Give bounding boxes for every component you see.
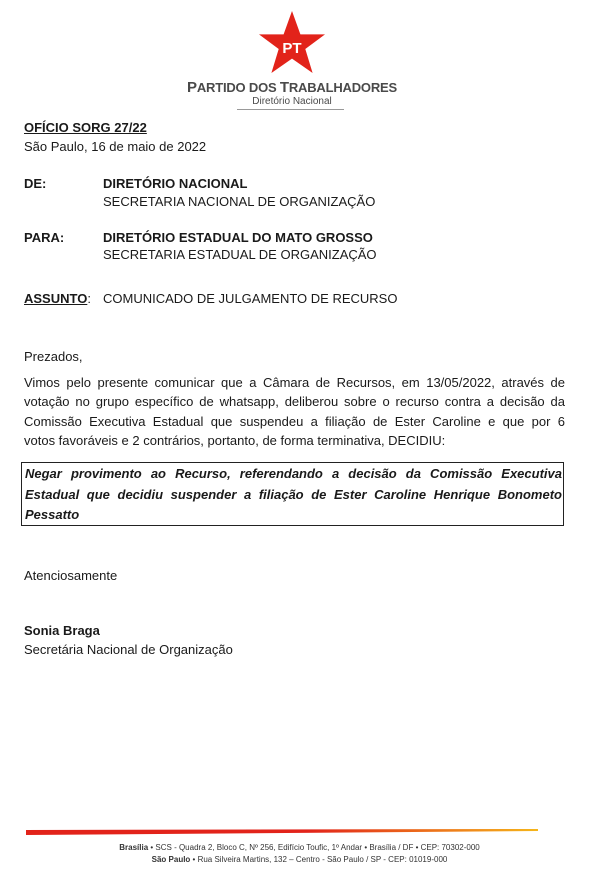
body-paragraph [24,373,565,450]
header-divider [237,109,344,110]
signer-name: Sonia Braga [24,623,100,638]
party-name: PARTIDO DOS TRABALHADORES [187,79,397,96]
from-line-2: SECRETARIA NACIONAL DE ORGANIZAÇÃO [103,194,376,209]
party-subtitle: Diretório Nacional [252,96,332,107]
closing: Atenciosamente [24,568,118,583]
body-line: votação no grupo específico de whatsapp, deliberou sobre o recurso contra a decisão da [24,394,565,410]
date-line: São Paulo, 16 de maio de 2022 [24,139,207,154]
to-line-2: SECRETARIA ESTADUAL DE ORGANIZAÇÃO [103,247,377,262]
footer-color-bar [26,829,538,835]
logo-text: PT [282,40,302,57]
decision-text [25,464,562,526]
decision-line: Pessatto [25,507,80,522]
subject-label: ASSUNTO: [24,291,91,306]
decision-line: Negar provimento ao Recurso, referendando a decisão da Comissão Executiva [25,466,562,481]
to-label: PARA: [24,230,65,245]
footer-address-brasilia: Brasília • SCS - Quadra 2, Bloco C, Nº 256, Edifício Toufic, 1º Andar • Brasília / DF • CEP: 70302-000 [119,843,480,852]
from-label: DE: [24,176,47,191]
oficio-reference: OFÍCIO SORG 27/22 [24,120,147,135]
subject-text: COMUNICADO DE JULGAMENTO DE RECURSO [103,291,398,306]
body-line: Comissão Executiva Estadual que suspendeu a filiação de Ester Caroline e que por 6 [24,413,565,429]
footer-address-sao-paulo: São Paulo • Rua Silveira Martins, 132 – Centro - São Paulo / SP - CEP: 01019-000 [151,855,448,864]
signer-role: Secretária Nacional de Organização [24,642,233,657]
body-line: votos favoráveis e 2 contrários, portanto, de forma terminativa, DECIDIU: [24,432,446,448]
pt-star-logo [258,10,326,74]
decision-line: Estadual que decidiu suspender a filiação de Ester Caroline Henrique Bonometo [25,486,562,502]
from-line-1: DIRETÓRIO NACIONAL [103,176,248,191]
to-line-1: DIRETÓRIO ESTADUAL DO MATO GROSSO [103,230,373,245]
body-line: Vimos pelo presente comunicar que a Câmara de Recursos, em 13/05/2022, através de [24,375,565,390]
greeting: Prezados, [24,349,83,364]
